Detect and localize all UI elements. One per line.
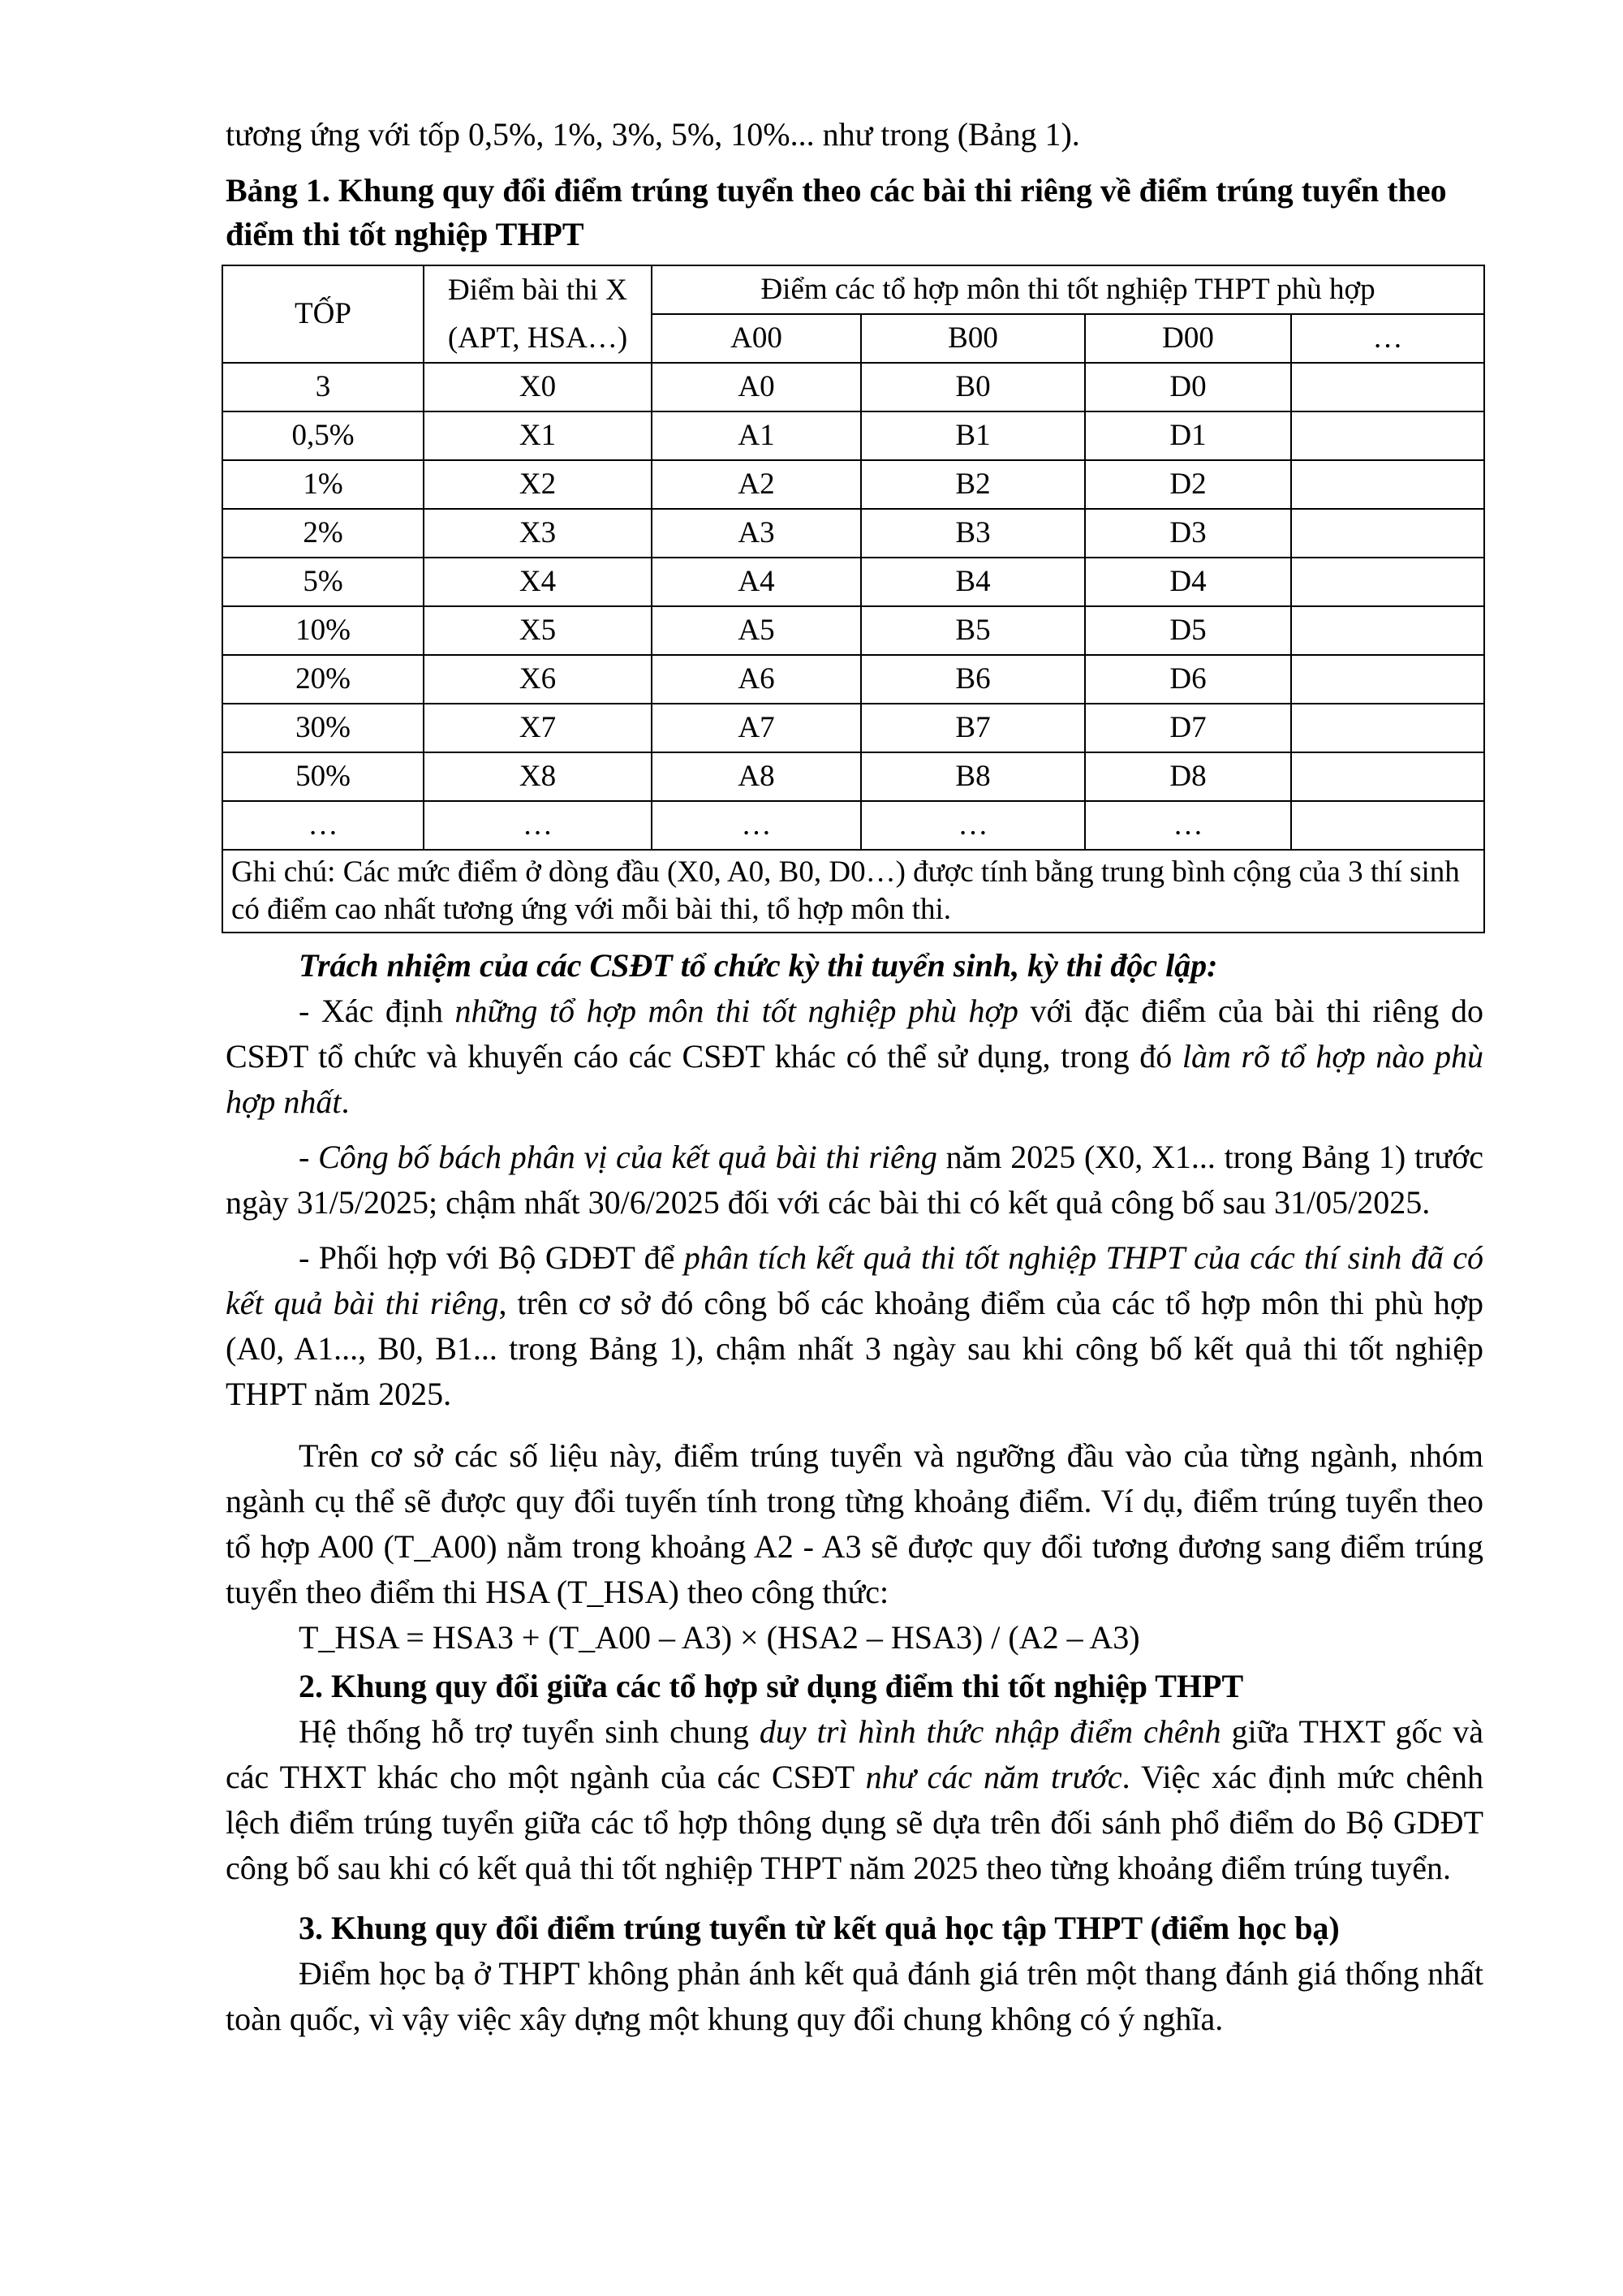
table-cell: X1 bbox=[424, 411, 652, 460]
table-cell: B6 bbox=[861, 655, 1085, 704]
text-run: với đặc điểm của bài thi riêng do CSĐT tổ chức và khuyến cáo các CSĐT khác có thể sử dụng, trong đó bbox=[226, 993, 1483, 1075]
table-cell: A8 bbox=[652, 752, 861, 801]
table-cell: D7 bbox=[1085, 704, 1291, 752]
text-run: Hệ thống hỗ trợ tuyển sinh chung bbox=[299, 1713, 760, 1750]
table-row bbox=[222, 460, 1484, 509]
text-run-italic: như các năm trước bbox=[865, 1759, 1122, 1795]
table-cell: 10% bbox=[222, 606, 424, 655]
header-top: TỐP bbox=[222, 265, 424, 363]
table-cell: B0 bbox=[861, 363, 1085, 411]
table-cell bbox=[1291, 509, 1484, 558]
text-run-italic: làm rõ tổ hợp nào phù hợp nhất bbox=[226, 1038, 1484, 1120]
table-cell: A2 bbox=[652, 460, 861, 509]
table-cell: 2% bbox=[222, 509, 424, 558]
subheader-more: … bbox=[1291, 314, 1484, 363]
table-cell: B7 bbox=[861, 704, 1085, 752]
table-cell bbox=[1291, 558, 1484, 606]
table-cell: 30% bbox=[222, 704, 424, 752]
text-run: . Việc xác định mức chênh lệch điểm trúng tuyển giữa các tổ hợp thông dụng sẽ dựa trên đối sánh phổ điểm do Bộ GDĐT công bố sau khi có kết quả thi tốt nghiệp THPT năm 2025 theo từng khoảng điểm trúng tuyển. bbox=[226, 1759, 1483, 1886]
table-cell: B3 bbox=[861, 509, 1085, 558]
responsibility-item-3 bbox=[226, 1235, 1483, 1417]
table-cell: X5 bbox=[424, 606, 652, 655]
subheader-a00: A00 bbox=[652, 314, 861, 363]
table-cell: … bbox=[861, 801, 1085, 850]
text-run-italic: phân tích kết quả thi tốt nghiệp THPT của các thí sinh đã có kết quả bài thi riêng bbox=[226, 1239, 1484, 1321]
table-cell bbox=[1291, 655, 1484, 704]
table-cell: 0,5% bbox=[222, 411, 424, 460]
table-cell: A5 bbox=[652, 606, 861, 655]
text-run: , trên cơ sở đó công bố các khoảng điểm của các tổ hợp môn thi phù hợp (A0, A1..., B0, B1... trong Bảng 1), chậm nhất 3 ngày sau khi công bố kết quả thi tốt nghiệp THPT năm 2025. bbox=[226, 1285, 1483, 1412]
table-header-row bbox=[222, 265, 1484, 314]
table-cell: D0 bbox=[1085, 363, 1291, 411]
conversion-table bbox=[222, 265, 1485, 933]
header-x-line2: (APT, HSA…) bbox=[424, 314, 652, 363]
table-note-row bbox=[222, 850, 1484, 933]
text-run: . bbox=[341, 1083, 350, 1120]
table-cell: D8 bbox=[1085, 752, 1291, 801]
table-cell bbox=[1291, 363, 1484, 411]
table-cell: A6 bbox=[652, 655, 861, 704]
section-2-paragraph bbox=[226, 1709, 1483, 1891]
table-row bbox=[222, 752, 1484, 801]
table-cell: B8 bbox=[861, 752, 1085, 801]
table-cell: … bbox=[222, 801, 424, 850]
section-3-paragraph: Điểm học bạ ở THPT không phản ánh kết quả đánh giá trên một thang đánh giá thống nhất toàn quốc, vì vậy việc xây dựng một khung quy đổi chung không có ý nghĩa. bbox=[226, 1955, 1483, 2037]
table-cell: X2 bbox=[424, 460, 652, 509]
text-run-italic: duy trì hình thức nhập điểm chênh bbox=[759, 1713, 1221, 1750]
table-cell: A7 bbox=[652, 704, 861, 752]
table-cell: 5% bbox=[222, 558, 424, 606]
table-cell bbox=[1291, 460, 1484, 509]
header-x-line1: Điểm bài thi X bbox=[424, 265, 652, 314]
table-cell: D3 bbox=[1085, 509, 1291, 558]
responsibility-heading: Trách nhiệm của các CSĐT tổ chức kỳ thi tuyển sinh, kỳ thi độc lập: bbox=[299, 947, 1218, 984]
table-cell: A0 bbox=[652, 363, 861, 411]
table-row bbox=[222, 363, 1484, 411]
table-row bbox=[222, 704, 1484, 752]
table-cell: D4 bbox=[1085, 558, 1291, 606]
table-cell: D1 bbox=[1085, 411, 1291, 460]
table-cell: X8 bbox=[424, 752, 652, 801]
table-cell: X3 bbox=[424, 509, 652, 558]
section-3-heading: 3. Khung quy đổi điểm trúng tuyển từ kết quả học tập THPT (điểm học bạ) bbox=[299, 1910, 1340, 1946]
section-2-heading: 2. Khung quy đổi giữa các tổ hợp sử dụng điểm thi tốt nghiệp THPT bbox=[299, 1668, 1244, 1704]
responsibility-item-2 bbox=[226, 1135, 1483, 1226]
conversion-formula: T_HSA = HSA3 + (T_A00 – A3) × (HSA2 – HSA3) / (A2 – A3) bbox=[299, 1619, 1140, 1656]
subheader-b00: B00 bbox=[861, 314, 1085, 363]
table-cell bbox=[1291, 704, 1484, 752]
table-cell: 1% bbox=[222, 460, 424, 509]
table-row bbox=[222, 558, 1484, 606]
table-cell: A1 bbox=[652, 411, 861, 460]
table-cell: X0 bbox=[424, 363, 652, 411]
table-cell: 50% bbox=[222, 752, 424, 801]
text-run: - bbox=[299, 1139, 319, 1175]
basis-paragraph: Trên cơ sở các số liệu này, điểm trúng tuyển và ngưỡng đầu vào của từng ngành, nhóm ngành cụ thể sẽ được quy đổi tuyến tính trong từng khoảng điểm. Ví dụ, điểm trúng tuyển theo tổ hợp A00 (T_A00) nằm trong khoảng A2 - A3 sẽ được quy đổi tương đương sang điểm trúng tuyển theo điểm thi HSA (T_HSA) theo công thức: bbox=[226, 1437, 1483, 1610]
table-row bbox=[222, 509, 1484, 558]
table-row bbox=[222, 801, 1484, 850]
table-cell bbox=[1291, 801, 1484, 850]
page-content bbox=[226, 112, 1483, 2042]
text-run: - Xác định bbox=[299, 993, 455, 1029]
table-cell: 3 bbox=[222, 363, 424, 411]
table-row bbox=[222, 606, 1484, 655]
table-cell: X7 bbox=[424, 704, 652, 752]
table-cell: B1 bbox=[861, 411, 1085, 460]
table-cell: D6 bbox=[1085, 655, 1291, 704]
table-cell: B5 bbox=[861, 606, 1085, 655]
table-cell bbox=[1291, 752, 1484, 801]
responsibility-item-1 bbox=[226, 989, 1483, 1125]
table-cell: D2 bbox=[1085, 460, 1291, 509]
table-cell: X6 bbox=[424, 655, 652, 704]
table-cell: B4 bbox=[861, 558, 1085, 606]
table-cell bbox=[1291, 411, 1484, 460]
table-cell: 20% bbox=[222, 655, 424, 704]
text-run: năm 2025 (X0, X1... trong Bảng 1) trước ngày 31/5/2025; chậm nhất 30/6/2025 đối với các bài thi có kết quả công bố sau 31/05/2025. bbox=[226, 1139, 1483, 1221]
table-cell: … bbox=[424, 801, 652, 850]
table-body bbox=[222, 363, 1484, 850]
table-cell: B2 bbox=[861, 460, 1085, 509]
table-row bbox=[222, 655, 1484, 704]
text-run: - Phối hợp với Bộ GDĐT để bbox=[299, 1239, 684, 1276]
table-cell bbox=[1291, 606, 1484, 655]
table-cell: D5 bbox=[1085, 606, 1291, 655]
table-note: Ghi chú: Các mức điểm ở dòng đầu (X0, A0, B0, D0…) được tính bằng trung bình cộng của 3 thí sinh có điểm cao nhất tương ứng với mỗi bài thi, tổ hợp môn thi. bbox=[222, 850, 1484, 933]
text-run: giữa THXT gốc và các THXT khác cho một ngành của các CSĐT bbox=[226, 1713, 1484, 1795]
header-group: Điểm các tổ hợp môn thi tốt nghiệp THPT phù hợp bbox=[652, 265, 1484, 314]
table-cell: … bbox=[1085, 801, 1291, 850]
intro-line: tương ứng với tốp 0,5%, 1%, 3%, 5%, 10%... như trong (Bảng 1). bbox=[226, 116, 1080, 153]
table-row bbox=[222, 411, 1484, 460]
subheader-d00: D00 bbox=[1085, 314, 1291, 363]
text-run-italic: Công bố bách phân vị của kết quả bài thi riêng bbox=[318, 1139, 937, 1175]
table-cell: A4 bbox=[652, 558, 861, 606]
table-caption: Bảng 1. Khung quy đổi điểm trúng tuyển theo các bài thi riêng về điểm trúng tuyển theo điểm thi tốt nghiệp THPT bbox=[226, 172, 1447, 252]
table-cell: A3 bbox=[652, 509, 861, 558]
table-cell: … bbox=[652, 801, 861, 850]
text-run-italic: những tổ hợp môn thi tốt nghiệp phù hợp bbox=[454, 993, 1018, 1029]
table-cell: X4 bbox=[424, 558, 652, 606]
